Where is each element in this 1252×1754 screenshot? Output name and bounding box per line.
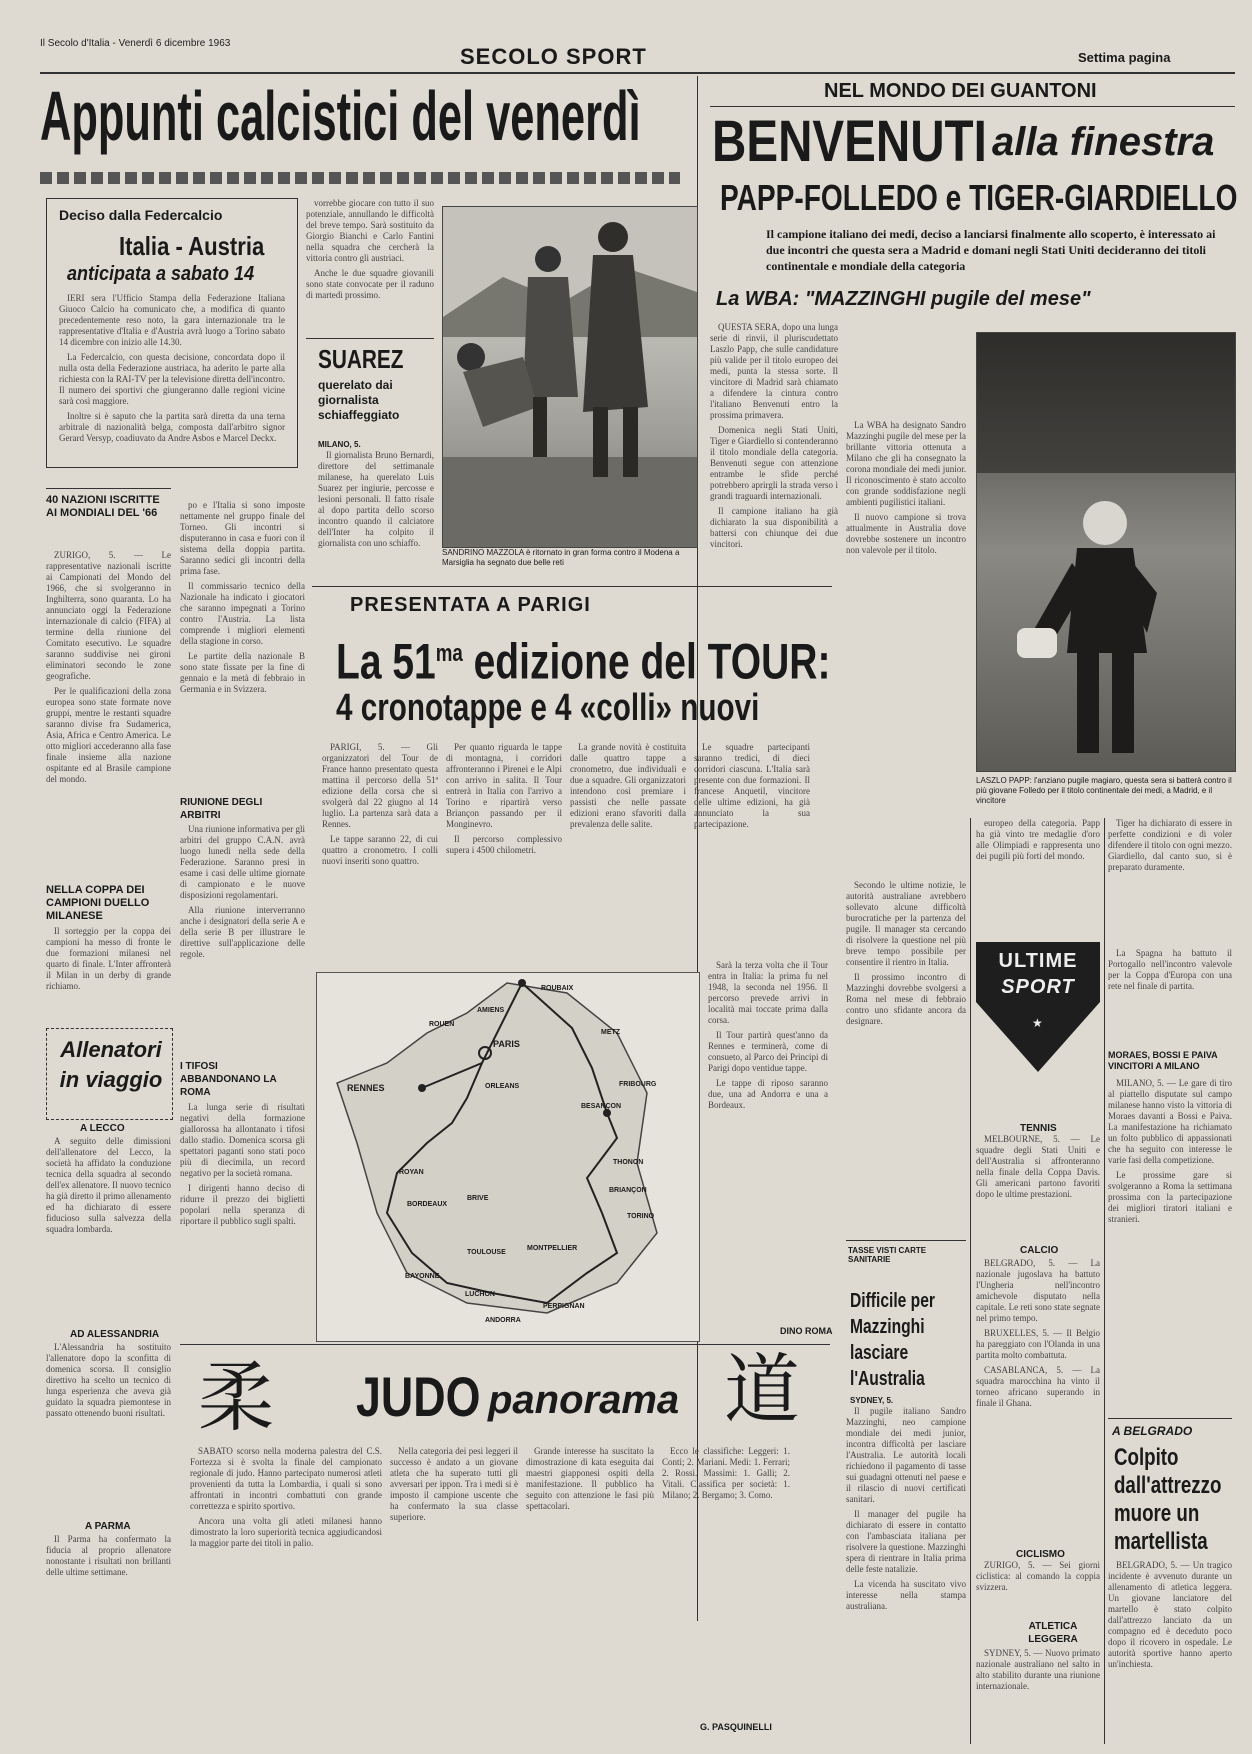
- papp-caption: LASZLO PAPP: l'anziano pugile magiaro, questa sera si batterà contro il più giovane Folledo per il titolo continentale dei medi, a Madrid, e il vincitore: [976, 776, 1232, 805]
- federcalcio-box: [46, 198, 298, 468]
- tasse-kicker: TASSE VISTI CARTE SANITARIE: [848, 1246, 927, 1264]
- calcio-text: BELGRADO, 5. — La nazionale jugoslava ha battuto l'Ungheria nell'incontro amichevole disputato nella capitale. Le reti sono state segnate nel primo tempo. BRUXELLES, 5. — Il Belgio ha pareggiato con l'Olanda in una partita molto combattuta. CASABLANCA, 5. — La squadra marocchina ha vinto il torneo africano superando in finale il Ghana.: [976, 1258, 1100, 1408]
- allenatori-box: [46, 1028, 173, 1120]
- column-text-1: vorrebbe giocare con tutto il suo potenziale, annullando le difficoltà del breve tempo. Sarà sostituito da Giorgio Bianchi e Carlo Fantini nella squadra che cercherà la vittoria contro gli austriaci. Anche le due squadre giovanili sono state convocate per il raduno di martedì prossimo.: [306, 198, 434, 300]
- map-label-roubaix: ROUBAIX: [541, 985, 574, 992]
- header-rule: [40, 72, 1235, 74]
- tour-subtitle: 4 cronotappe e 4 «colli» nuovi: [336, 687, 760, 729]
- judo-byline: G. PASQUINELLI: [700, 1722, 772, 1732]
- tour-title-pre: La 51: [336, 633, 436, 690]
- tour-map: [316, 972, 700, 1342]
- wba-line: [716, 288, 1091, 311]
- belgrado-rule: [1108, 1418, 1232, 1419]
- tour-text-5: Sarà la terza volta che il Tour entra in Italia: la prima fu nel 1948, la seconda nel 1956. Il percorso prevede arrivi in località mai toccate prima dalla corsa. Il Tour partirà quest'anno da Rennes e terminerà, come di consueto, al Parco dei Principi di Parigi dopo ventidue tappe. Le tappe di riposo saranno due, una ad Andorra e una a Bordeaux.: [708, 960, 828, 1110]
- map-label-amiens: AMIENS: [477, 1007, 505, 1014]
- suarez-rule: [306, 338, 434, 339]
- tour-kicker: PRESENTATA A PARIGI: [350, 594, 591, 616]
- sport-label: SPORT: [1001, 976, 1075, 998]
- papp-photo: [976, 332, 1236, 772]
- belgrado-text: BELGRADO, 5. — Un tragico incidente è avvenuto durante un allenamento di atletica leggera. Un giovane lanciatore del martello è stato colpito dall'attrezzo lanciato da un compagno ed è deceduto poco dopo il ricovero in ospedale. Le autorità sportive hanno aperto un'inchiesta.: [1108, 1560, 1232, 1669]
- moraes-text: MILANO, 5. — Le gare di tiro al piattello disputate sul campo milanese hanno visto la vittoria di Moraes davanti a Bossi e Paiva. La manifestazione ha richiamato un folto pubblico di appassionati che ha seguito con interesse le varie fasi della competizione. Le prossime gare si svolgeranno a Roma la settimana prossima con la partecipazione dei migliori tiratori italiani e stranieri.: [1108, 1078, 1232, 1224]
- ciclismo-head: CICLISMO: [1016, 1549, 1065, 1560]
- map-label-orleans: ORLEANS: [485, 1083, 520, 1090]
- map-label-besancon: BESANÇON: [581, 1103, 622, 1110]
- map-label-luchon: LUCHON: [465, 1291, 495, 1298]
- boxing-summary: Il campione italiano dei medi, deciso a lanciarsi finalmente allo scoperto, è interessato ai due incontri che questa sera a Madrid e domani negli Stati Uniti decideranno dei titoli continentale e mondiale della categoria: [766, 227, 1216, 273]
- map-label-metz: METZ: [601, 1029, 621, 1036]
- tour-text-3: La grande novità è costituita dalle quattro tappe a cronometro, due individuali e due a squadre. Gli organizzatori intendono così premiare i passisti che nelle passate edizioni erano sfavoriti dalla prevalenza delle salite.: [570, 742, 686, 829]
- main-headline: Appunti calcistici del venerdì: [40, 77, 641, 155]
- map-label-rouen: ROUEN: [429, 1021, 455, 1028]
- tour-title-sup: ma: [435, 640, 463, 667]
- tour-byline: DINO ROMA: [780, 1326, 833, 1336]
- tasse-rule: [846, 1240, 966, 1241]
- boxing-kicker-rule: [710, 106, 1235, 107]
- tour-map-art: [317, 973, 699, 1341]
- suarez-subtitle: querelato dai giornalista schiaffeggiato: [318, 378, 400, 422]
- judo-text-4: Ecco le classifiche: Leggeri: 1. Conti; 2. Mariani. Medi: 1. Ferrari; 2. Rossi. Massimi: 1. Galli; 2. Vitali. Classifica per società: 1. Milano; 2. Bergamo; 3. Como.: [662, 1446, 790, 1500]
- boxing-title-italic: alla finestra: [992, 120, 1215, 164]
- federcalcio-subtitle: anticipata a sabato 14: [67, 263, 255, 285]
- ultime-label: ULTIME: [998, 950, 1078, 972]
- right-text-1: europeo della categoria. Papp ha già vinto tre medaglie d'oro alle Olimpiadi e rappresenta uno dei pugili più forti del mondo.: [976, 818, 1100, 861]
- tennis-head: TENNIS: [1020, 1123, 1057, 1134]
- map-label-bayonne: BAYONNE: [405, 1273, 440, 1280]
- map-label-rennes: RENNES: [347, 1083, 385, 1093]
- tour-title-post: edizione del TOUR:: [462, 633, 831, 690]
- parma-text: Il Parma ha confermato la fiducia al proprio allenatore nonostante i risultati non brillanti delle ultime settimane.: [46, 1534, 171, 1577]
- tour-text-1: PARIGI, 5. — Gli organizzatori del Tour de France hanno presentato questa mattina il percorso della 51ª edizione della corsa che si svolgerà dal 22 giugno al 14 luglio. La partenza sarà data a Rennes. Le tappe saranno 22, di cui quattro a cronometro. I colli nuovi inseriti sono quattro.: [322, 742, 438, 866]
- ciclismo-text: ZURIGO, 5. — Sei giorni ciclistica: al comando la coppia svizzera.: [976, 1560, 1100, 1592]
- papp-photo-art: [977, 333, 1235, 771]
- map-label-toulouse: TOULOUSE: [467, 1249, 506, 1256]
- tifosi-text: La lunga serie di risultati negativi della formazione giallorossa ha allontanato i tifosi dallo stadio. Domenica scorsa gli spettatori paganti sono stati poco più di diecimila, un record negativo per la società romana. I dirigenti hanno deciso di ridurre il prezzo dei biglietti popolari nella speranza di riportare il pubblico sugli spalti.: [180, 1102, 305, 1226]
- tennis-text: MELBOURNE, 5. — Le squadre degli Stati Uniti e dell'Australia si affronteranno nella finale della Coppa Davis. Gli americani partono favoriti dopo le ultime prestazioni.: [976, 1134, 1100, 1199]
- alessandria-head: AD ALESSANDRIA: [70, 1329, 160, 1340]
- mazzola-photo: [442, 206, 698, 548]
- map-label-torino: TORINO: [627, 1213, 655, 1220]
- federcalcio-text: IERI sera l'Ufficio Stampa della Federazione Italiana Giuoco Calcio ha comunicato che, a modifica di quanto precedentemente reso noto, la gara internazionale tra le rappresentative d'Italia e d'Austria avrà luogo a Torino sabato 14 dicembre con inizio alle 14.30. La Federcalcio, con questa decisione, concordata dopo il nulla osta della Federazione austriaca, ha aderito le parte alla richiesta con la RAI-TV per la televisione diretta dell'incontro. Il numero dei sportivi che giungeranno dalle regioni vicine sarà così maggiore. Inoltre si è saputo che la partita sarà diretta da una terna arbitrale di nazionalità belga, composta dall'arbitro signor Gerard Versyp, coadiuvato da Andre Asbos e Marcel Deckx.: [59, 293, 285, 443]
- mondiali-head: 40 NAZIONI ISCRITTE AI MONDIALI DEL '66: [46, 494, 160, 519]
- judo-word: JUDO: [356, 1365, 481, 1428]
- boxing-kicker: NEL MONDO DEI GUANTONI: [824, 80, 1097, 102]
- judo-char-right: 道: [724, 1345, 800, 1434]
- map-label-andorra: ANDORRA: [485, 1317, 521, 1324]
- star-icon: ★: [1032, 1016, 1043, 1030]
- allenatori-title: Allenatori in viaggio: [59, 1037, 163, 1092]
- coppa-text: Il sorteggio per la coppa dei campioni ha messo di fronte le due formazioni milanesi nel quarto di finale. L'Inter affronterà il Milan in un derby di grande richiamo.: [46, 926, 171, 991]
- right-text-2: Tiger ha dichiarato di essere in perfette condizioni e di voler difendere il titolo con ogni mezzo. Giardiello, dal canto suo, si è preparato duramente.: [1108, 818, 1232, 872]
- coppa-head: NELLA COPPA DEI CAMPIONI DUELLO MILANESE: [46, 884, 150, 922]
- tasse-title: Difficile per Mazzinghi lasciare l'Australia: [850, 1290, 935, 1390]
- map-label-thonon: THONON: [613, 1159, 644, 1166]
- suarez-dateline: MILANO, 5.: [318, 440, 361, 449]
- wba-suffix: pugile del mese": [931, 288, 1091, 310]
- riunione-text: Una riunione informativa per gli arbitri del gruppo C.A.N. avrà luogo lunedì nella sede della Federazione. Saranno presi in esame i casi delle ultime giornate di campionato e le nuove disposizioni regolamentari. Alla riunione interverranno anche i designatori della serie A e della serie B per illustrare le direttive sull'applicazione delle regole.: [180, 824, 305, 959]
- page-label: Settima pagina: [1078, 50, 1171, 65]
- map-label-briancon: BRIANÇON: [609, 1187, 647, 1194]
- judo-word-italic: panorama: [488, 1378, 680, 1422]
- map-label-perpignan: PERPIGNAN: [543, 1303, 585, 1310]
- map-label-montpellier: MONTPELLIER: [527, 1245, 578, 1252]
- map-label-brive: BRIVE: [467, 1195, 489, 1202]
- boxing-text-2: La WBA ha designato Sandro Mazzinghi pugile del mese per la brillante vittoria ottenuta a Milano che gli ha consegnato la corona mondiale dei medi junior. Il riconoscimento è stato accolto con grande soddisfazione negli ambienti pugilistici italiani. Il nuovo campione si trova attualmente in Australia dove dovrebbe sostenere un incontro non valevole per il titolo.: [846, 420, 966, 555]
- boxing-title-bold: BENVENUTI: [712, 109, 987, 174]
- map-label-fribourg: FRIBOURG: [619, 1081, 657, 1088]
- judo-text-3: Grande interesse ha suscitato la dimostrazione di kata eseguita dai maestri giapponesi ospiti della manifestazione. Il pubblico ha seguito con attenzione le fasi più spettacolari.: [526, 1446, 654, 1511]
- judo-char-left: 柔: [198, 1353, 274, 1442]
- column-divider-far-right: [1104, 818, 1105, 1744]
- atletica-text: SYDNEY, 5. — Nuovo primato nazionale australiano nel salto in alto stabilito durante una riunione internazionale.: [976, 1648, 1100, 1691]
- belgrado-kicker: A BELGRADO: [1112, 1424, 1193, 1438]
- map-label-bordeaux: BORDEAUX: [407, 1201, 448, 1208]
- mazzola-photo-art: [443, 207, 697, 547]
- section-title: SECOLO SPORT: [460, 44, 647, 69]
- federcalcio-title: Italia - Austria: [119, 231, 265, 261]
- column-text-2: po e l'Italia si sono imposte nettamente nel gruppo finale del Torneo. Gli incontri si disputeranno in casa e fuori con il sistema della doppia partita. Saranno sedici gli incontri della prima fase. Il commissario tecnico della Nazionale ha indicato i giocatori che saranno impegnati a Torino contro l'Austria. La lista comprende i migliori elementi della stagione in corso. Le partite della nazionale B sono state fissate per la fine di gennaio e la metà di febbraio in Germania e in Svizzera.: [180, 500, 305, 694]
- tasse-dateline: SYDNEY, 5.: [850, 1396, 894, 1405]
- mondiali-text: ZURIGO, 5. — Le rappresentative nazionali iscritte ai Campionati del Mondo del 1966, che si svolgeranno in Inghilterra, sono quaranta. Lo ha annunciato oggi la Federazione internazionale di calcio (FIFA) al termine della riunione del Comitato esecutivo. Le squadre saranno suddivise nei gironi eliminatori secondo le zone geografiche. Per le qualificazioni della zona europea sono state formate nove gruppi, mentre le restanti squadre saranno divise fra Sudamerica, Asia, Africa e Centro America. Le otto migliori accederanno alla fase finale insieme alla nazione ospitante ed al Brasile campione del mondo.: [46, 550, 171, 784]
- riunione-head: RIUNIONE DEGLI ARBITRI: [180, 797, 263, 821]
- headline-dash-rule: [40, 172, 680, 184]
- suarez-title: SUAREZ: [318, 344, 404, 374]
- calcio-head: CALCIO: [1020, 1245, 1059, 1256]
- federcalcio-kicker: Deciso dalla Federcalcio: [59, 207, 223, 223]
- moraes-head: MORAES, BOSSI E PAIVA VINCITORI A MILANO: [1108, 1050, 1218, 1071]
- column-divider-right: [970, 818, 971, 1744]
- alessandria-text: L'Alessandria ha sostituito l'allenatore dopo la sconfitta di domenica scorsa. Il consiglio direttivo ha scelto un tecnico di lunga esperienza che aveva già guidato la squadra piemontese in passato ottenendo buoni risultati.: [46, 1342, 171, 1418]
- tasse-text: Il pugile italiano Sandro Mazzinghi, neo campione mondiale dei medi junior, incontra difficoltà per lasciare l'Australia. Le autorità locali richiedono il pagamento di tasse sui guadagni ottenuti nel paese e il rilascio di nuovi certificati sanitari. Il manager del pugile ha dichiarato di essere in contatto con l'ambasciata italiana per risolvere la questione. Mazzinghi spera di rientrare in Italia prima delle feste natalizie. La vicenda ha suscitato vivo interesse nella stampa australiana.: [846, 1406, 966, 1611]
- folio: Il Secolo d'Italia - Venerdì 6 dicembre 1963: [40, 38, 231, 49]
- map-label-paris: PARIS: [493, 1039, 520, 1049]
- wba-prefix: La WBA: "MAZZINGHI: [716, 288, 926, 310]
- belgrado-title: Colpito dall'attrezzo muore un martellista: [1114, 1444, 1222, 1555]
- lecco-text: A seguito delle dimissioni dell'allenatore del Lecco, la società ha affidato la conduzione tecnica della squadra al secondo dell'ex allenatore. Il nuovo tecnico ha già diretto il primo allenamento ed ha dichiarato di essere fiducioso sulla salvezza della squadra lombarda.: [46, 1136, 171, 1234]
- left-col-rule-1: [46, 488, 171, 489]
- boxing-text-3: Secondo le ultime notizie, le autorità australiane avrebbero sollevato alcune difficoltà burocratiche per la partenza del pugile. Il manager sta cercando di risolvere la questione nel più breve tempo possibile per consentire il rientro in Italia. Il prossimo incontro di Mazzinghi dovrebbe svolgersi a Roma nel mese di febbraio contro uno sfidante ancora da designare.: [846, 880, 966, 1026]
- atletica-head: ATLETICA LEGGERA: [1028, 1621, 1078, 1645]
- right-text-3: La Spagna ha battuto il Portogallo nell'incontro valevole per la Coppa d'Europa con una rete nel finale di partita.: [1108, 948, 1232, 991]
- judo-text-2: Nella categoria dei pesi leggeri il successo è andato a un giovane atleta che ha superato tutti gli avversari per ippon. Tra i medi si è imposto il campione uscente che ha confermato la sua classe superiore.: [390, 1446, 518, 1522]
- judo-text-1: SABATO scorso nella moderna palestra del C.S. Fortezza si è svolta la finale del campionato regionale di judo. Hanno partecipato numerosi atleti provenienti da tutta la Lombardia, i quali si sono affrontati in incontri combattuti con grande correttezza e spirito sportivo. Ancora una volta gli atleti milanesi hanno dimostrato la loro superiorità tecnica aggiudicandosi la maggior parte dei titoli in palio.: [190, 1446, 382, 1548]
- ultime-sport-badge: [976, 942, 1100, 1072]
- map-label-royan: ROYAN: [399, 1169, 424, 1176]
- tifosi-head: I TIFOSI ABBANDONANO LA ROMA: [180, 1061, 277, 1098]
- boxing-text-1: QUESTA SERA, dopo una lunga serie di rinvii, il pluriscudettato Laszlo Papp, che sulle candidature più valide per il titolo europeo dei medi, punta la stessa sorte. Il vincitore di Madrid sarà chiamato a difendere la cintura contro l'italiano Benvenuti entro la prossima primavera. Domenica negli Stati Uniti, Tiger e Giardiello si contenderanno il titolo mondiale della categoria. Benvenuti segue con attenzione entrambe le sfide perché potrebbero aprirgli la strada verso i grandi traguardi internazionali. Il campione italiano ha già dichiarato la sua disponibilità a battersi con chiunque dei due vincitori.: [710, 322, 838, 549]
- parma-head: A PARMA: [85, 1521, 131, 1532]
- tour-text-2: Per quanto riguarda le tappe di montagna, i corridori affronteranno i Pirenei e le Alpi con arrivo in salita. Il Tour entrerà in Italia con l'arrivo a Torino e ripartirà verso Briançon passando per il Monginevro. Il percorso complessivo supera i 4500 chilometri.: [446, 742, 562, 855]
- boxing-subtitle: PAPP-FOLLEDO e TIGER-GIARDIELLO: [720, 177, 1238, 218]
- lecco-head: A LECCO: [80, 1123, 125, 1134]
- suarez-text: Il giornalista Bruno Bernardi, direttore del settimanale milanese, ha querelato Luis Suarez per ingiurie, percosse e lesioni personali. Il fatto risale al dopo partita dello scorso incontro quando il calciatore dell'Inter ha colpito il giornalista con uno schiaffo.: [318, 450, 434, 548]
- mazzola-caption: SANDRINO MAZZOLA è ritornato in gran forma contro il Modena a Marsiglia ha segnato due belle reti: [442, 548, 680, 567]
- tour-text-4: Le squadre partecipanti saranno tredici, di dieci corridori ciascuna. L'Italia sarà presente con due formazioni. Il francese Anquetil, vincitore delle ultime edizioni, ha già annunciato la sua partecipazione.: [694, 742, 810, 829]
